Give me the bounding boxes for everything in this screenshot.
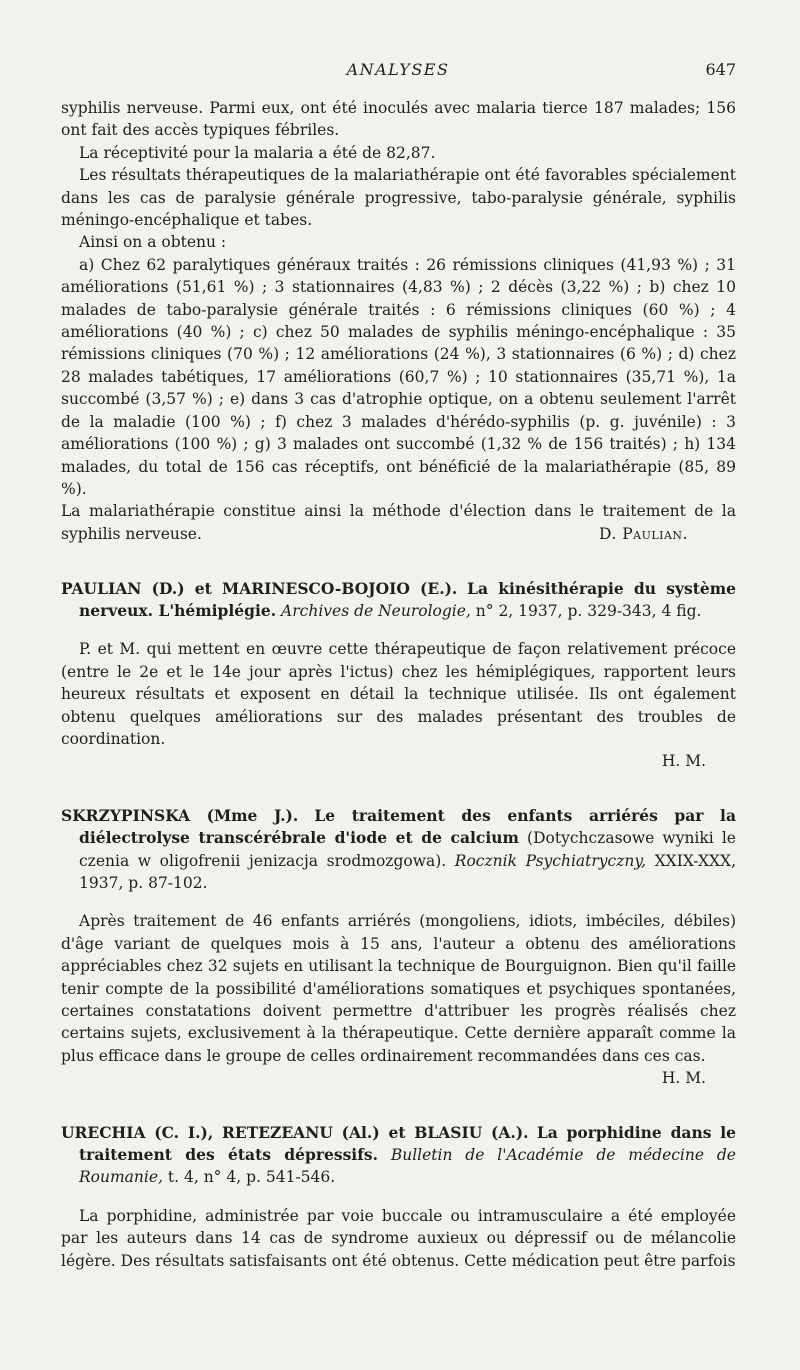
entry-ref-2: XXIX-XXX, 1937, p. 87-102. [79,851,737,892]
entry-journal-3: Bulletin de l'Académie de médecine de Roumanie, [79,1146,736,1187]
page-body [61,97,736,1272]
spacer [61,622,736,638]
spacer [61,1189,736,1205]
continued-paragraph-4: Ainsi on a obtenu : [79,233,227,252]
running-head [60,60,736,84]
continued-paragraph-1: syphilis nerveuse. Parmi eux, ont été inoculés avec malaria tierce 187 malades; 156 ont fait des accès typiques fébriles. [61,99,736,140]
signature-paulian: D. Paulian. [598,525,688,544]
continued-paragraph-5: a) Chez 62 paralytiques généraux traités : 26 rémissions cliniques (41,93 %) ; 31 améliorations (51,61 %) ; 3 stationnaires (4,83 %) ; 2 décès (3,22 %) ; b) chez 10 malades de tabo-paralysie générale traités : 6 rémissions cliniques (60 %) ; 4 améliorations (40 %) ; c) chez 50 malades de syphilis méningo-encéphalique : 35 rémissions cliniques (70 %) ; 12 améliorations (24 %), 3 stationnaires (6 %) ; d) chez 28 malades tabétiques, 17 améliorations (60,7 %) ; 10 stationnaires (35,71 %), 1a succombé (3,57 %) ; e) dans 3 cas d'atrophie optique, on a obtenu seulement l'arrêt de la maladie (100 %) ; f) chez 3 malades d'hérédo-syphilis (p. g. juvénile) : 3 améliorations (100 %) ; g) 3 malades ont succombé (1,32 % de 156 traités) ; h) 134 malades, du total de 156 cas réceptifs, ont bénéficié de la malariathérapie (85, 89 %). [61,255,736,498]
spacer [61,894,736,910]
continued-paragraph-2: La réceptivité pour la malaria a été de 82,87. [79,143,436,162]
entry-title-2: Le traitement des enfants arriérés par la diélectrolyse transcérébrale d'iode et de calcium [79,805,736,848]
spacer [61,773,736,805]
continued-paragraph-6: La malariathérapie constitue ainsi la méthode d'élection dans le traitement de la syphilis nerveuse. [61,502,736,543]
entry-heading-3 [61,1122,736,1189]
entry-abstract-1: P. et M. qui mettent en œuvre cette thérapeutique de façon relativement précoce (entre le 2e et le 14e jour après l'ictus) chez les hémiplégiques, rapportent leurs heureux résultats et exposent en détail la technique utilisée. Ils ont également obtenu quelques améliorations sur des malades présentant des troubles de coordination. [61,640,736,748]
entry-journal-1: Archives de Neurologie, [281,601,471,620]
entry-authors-3: URECHIA (C. I.), RETEZEANU (Al.) et BLASIU (A.). [61,1122,529,1142]
running-title: ANALYSES [346,60,450,79]
entry-authors-1: PAULIAN (D.) et MARINESCO-BOJOIO (E.). [61,578,458,598]
entry-authors-2: SKRZYPINSKA (Mme J.). [61,805,299,825]
continued-paragraph-3: Les résultats thérapeutiques de la malariathérapie ont été favorables spécialement dans les cas de paralysie générale progressive, tabo-paralysie générale, syphilis méningo-encéphalique et tabes. [61,166,736,230]
entry-heading-2 [61,805,736,895]
page-number: 647 [705,60,736,79]
entry-abstract-3: La porphidine, administrée par voie buccale ou intramusculaire a été employée par les auteurs dans 14 cas de syndrome auxieux ou dépressif ou de mélancolie légère. Des résultats satisfaisants ont été obtenus. Cette médication peut être parfois [61,1206,736,1270]
entry-ref-1: n° 2, 1937, p. 329-343, 4 fig. [475,601,702,620]
entry-original-title-2: (Dotychczasowe wyniki le czenia w oligofrenii jenizacja srodmozgowa). [79,829,736,870]
spacer [61,1090,736,1122]
entry-title-3: La porphidine dans le traitement des états dépressifs. [79,1122,736,1165]
entry-title-1: La kinésithérapie du système nerveux. L'hémiplégie. [79,578,736,620]
entry-heading-1 [61,578,736,623]
entry-signature-2: H. M. [661,1069,706,1088]
spacer [61,546,736,578]
entry-ref-3: t. 4, n° 4, p. 541-546. [167,1168,336,1187]
entry-abstract-2: Après traitement de 46 enfants arriérés (mongoliens, idiots, imbéciles, débiles) d'âge variant de quelques mois à 15 ans, l'auteur a obtenu des améliorations appréciables chez 32 sujets en utilisant la technique de Bourguignon. Bien qu'il faille tenir compte de la possibilité d'améliorations somatiques et psychiques spontanées, certaines constatations doivent permettre d'attribuer les progrès réalisés chez certains sujets, exclusivement à la thérapeutique. Cette dernière apparaît comme la plus efficace dans le groupe de celles ordinairement recommandées dans ces cas. [61,912,736,1065]
entry-journal-2: Rocznik Psychiatryczny, [454,851,647,870]
entry-signature-1: H. M. [661,752,706,771]
